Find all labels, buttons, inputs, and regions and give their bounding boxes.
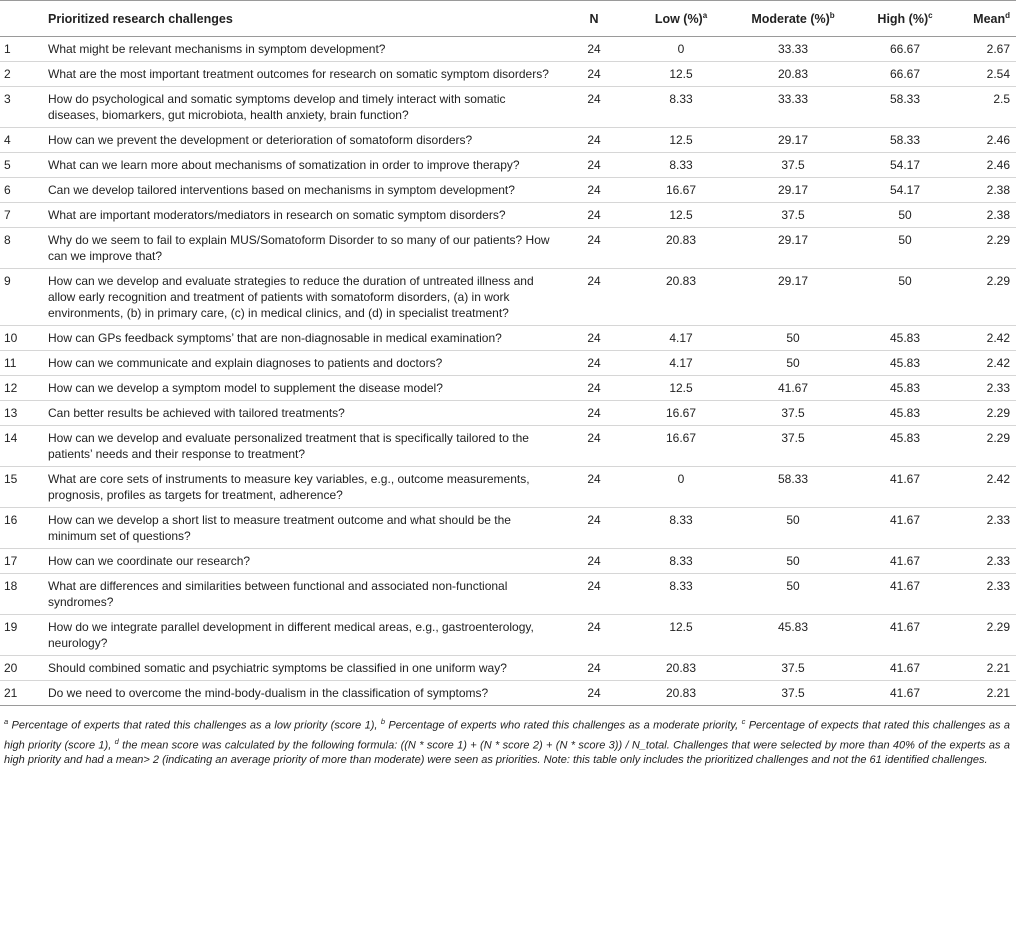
row-high: 41.67 [849,681,961,706]
row-low: 16.67 [625,178,737,203]
row-low: 0 [625,37,737,62]
header-n: N [563,1,625,37]
row-index: 17 [0,549,48,574]
row-n: 24 [563,467,625,508]
row-n: 24 [563,549,625,574]
row-n: 24 [563,656,625,681]
row-mean: 2.33 [961,508,1016,549]
row-index: 2 [0,62,48,87]
row-high: 50 [849,203,961,228]
row-mean: 2.21 [961,656,1016,681]
row-n: 24 [563,376,625,401]
row-high: 41.67 [849,574,961,615]
row-n: 24 [563,203,625,228]
row-n: 24 [563,351,625,376]
row-index: 12 [0,376,48,401]
row-index: 1 [0,37,48,62]
row-low: 20.83 [625,656,737,681]
row-n: 24 [563,87,625,128]
row-index: 18 [0,574,48,615]
row-moderate: 58.33 [737,467,849,508]
header-challenges: Prioritized research challenges [48,1,563,37]
table-body [0,37,1016,706]
row-mean: 2.33 [961,376,1016,401]
row-high: 45.83 [849,426,961,467]
header-mean [961,1,1016,37]
header-mean-sup: d [1005,10,1010,20]
header-low-sup: a [702,10,708,20]
table-row [0,62,1016,87]
row-index: 8 [0,228,48,269]
row-index: 16 [0,508,48,549]
table-row [0,178,1016,203]
row-low: 12.5 [625,203,737,228]
row-low: 4.17 [625,326,737,351]
row-moderate: 41.67 [737,376,849,401]
header-moderate [737,1,849,37]
row-question: How can we develop and evaluate strategies to reduce the duration of untreated illness and allow early recognition and treatment of patients with somatoform disorders, (a) in work environments, (b) in primary care, (c) in medical clinics, and (d) in specialist treatment? [48,269,563,326]
header-high [849,1,961,37]
row-index: 5 [0,153,48,178]
header-mean-label: Mean [973,12,1006,27]
row-high: 45.83 [849,351,961,376]
row-index: 21 [0,681,48,706]
row-mean: 2.29 [961,401,1016,426]
row-question: What are core sets of instruments to measure key variables, e.g., outcome measurements, prognosis, profiles as targets for treatment, adherence? [48,467,563,508]
footnote-b-text: Percentage of experts who rated this challenges as a moderate priority, [385,719,742,732]
row-low: 12.5 [625,376,737,401]
row-moderate: 37.5 [737,426,849,467]
row-high: 45.83 [849,401,961,426]
header-index [0,1,48,37]
row-n: 24 [563,269,625,326]
row-moderate: 37.5 [737,656,849,681]
row-n: 24 [563,326,625,351]
row-question: How do we integrate parallel development in different medical areas, e.g., gastroenterology, neurology? [48,615,563,656]
header-moderate-sup: b [829,10,835,20]
row-high: 54.17 [849,178,961,203]
row-index: 10 [0,326,48,351]
row-low: 12.5 [625,615,737,656]
row-moderate: 37.5 [737,681,849,706]
row-moderate: 33.33 [737,37,849,62]
row-moderate: 33.33 [737,87,849,128]
row-question: Do we need to overcome the mind-body-dualism in the classification of symptoms? [48,681,563,706]
row-low: 12.5 [625,62,737,87]
row-index: 14 [0,426,48,467]
row-n: 24 [563,615,625,656]
row-mean: 2.46 [961,128,1016,153]
row-mean: 2.29 [961,615,1016,656]
table-row [0,128,1016,153]
table-row [0,401,1016,426]
table-row [0,426,1016,467]
table-row [0,37,1016,62]
row-mean: 2.33 [961,549,1016,574]
row-n: 24 [563,426,625,467]
table-row [0,681,1016,706]
table-row [0,467,1016,508]
row-moderate: 50 [737,574,849,615]
row-mean: 2.54 [961,62,1016,87]
row-n: 24 [563,37,625,62]
row-index: 13 [0,401,48,426]
header-high-sup: c [928,10,933,20]
row-moderate: 50 [737,326,849,351]
table-row [0,376,1016,401]
row-moderate: 50 [737,351,849,376]
row-question: Should combined somatic and psychiatric symptoms be classified in one uniform way? [48,656,563,681]
row-high: 45.83 [849,376,961,401]
row-mean: 2.38 [961,203,1016,228]
row-moderate: 29.17 [737,178,849,203]
row-mean: 2.21 [961,681,1016,706]
row-question: How can we develop a symptom model to supplement the disease model? [48,376,563,401]
row-question: Can we develop tailored interventions based on mechanisms in symptom development? [48,178,563,203]
row-index: 3 [0,87,48,128]
row-n: 24 [563,228,625,269]
table-row [0,228,1016,269]
row-question: How can we prevent the development or deterioration of somatoform disorders? [48,128,563,153]
row-low: 12.5 [625,128,737,153]
table-row [0,656,1016,681]
row-question: How can we develop a short list to measure treatment outcome and what should be the minimum set of questions? [48,508,563,549]
row-high: 41.67 [849,615,961,656]
table-row [0,508,1016,549]
row-high: 58.33 [849,87,961,128]
row-high: 41.67 [849,549,961,574]
table-row [0,351,1016,376]
row-high: 50 [849,269,961,326]
footnote-d-text: the mean score was calculated by the following formula: ((N * score 1) + (N * score 2) + (N * score 3)) / N_total. Challenges that were selected by more than 40% of the experts as a high priority and had a mean> 2 (indicating an average priority of more than moderate) were seen as priorities. Note: this table only includes the prioritized challenges and not the 61 identified challenges. [4,739,1010,767]
row-high: 66.67 [849,37,961,62]
row-mean: 2.46 [961,153,1016,178]
footnote-d-sup: d [114,736,119,746]
row-low: 20.83 [625,269,737,326]
footnote-a-sup: a [4,717,9,726]
row-index: 4 [0,128,48,153]
row-n: 24 [563,574,625,615]
row-index: 19 [0,615,48,656]
row-moderate: 50 [737,549,849,574]
header-low [625,1,737,37]
row-index: 20 [0,656,48,681]
header-high-label: High (%) [877,12,929,27]
table-row [0,574,1016,615]
row-mean: 2.38 [961,178,1016,203]
row-n: 24 [563,128,625,153]
row-n: 24 [563,62,625,87]
row-high: 50 [849,228,961,269]
row-high: 45.83 [849,326,961,351]
footnote-a-text: Percentage of experts that rated this challenges as a low priority (score 1), [8,719,381,732]
row-low: 20.83 [625,228,737,269]
row-index: 11 [0,351,48,376]
row-low: 8.33 [625,574,737,615]
row-question: How can we coordinate our research? [48,549,563,574]
row-moderate: 37.5 [737,203,849,228]
row-low: 16.67 [625,401,737,426]
row-low: 16.67 [625,426,737,467]
row-question: What can we learn more about mechanisms of somatization in order to improve therapy? [48,153,563,178]
row-n: 24 [563,508,625,549]
row-n: 24 [563,153,625,178]
row-high: 66.67 [849,62,961,87]
table-row [0,269,1016,326]
header-moderate-label: Moderate (%) [751,12,830,27]
row-mean: 2.42 [961,467,1016,508]
row-question: What are differences and similarities between functional and associated non-functional syndromes? [48,574,563,615]
row-mean: 2.29 [961,269,1016,326]
row-question: Why do we seem to fail to explain MUS/Somatoform Disorder to so many of our patients? How can we improve that? [48,228,563,269]
row-n: 24 [563,401,625,426]
row-moderate: 29.17 [737,128,849,153]
row-moderate: 45.83 [737,615,849,656]
row-mean: 2.33 [961,574,1016,615]
row-index: 15 [0,467,48,508]
footnote-b-sup: b [380,717,386,726]
row-high: 41.67 [849,467,961,508]
footnote-c-text: Percentage of expects that rated this challenges as a high priority (score 1), [4,719,1010,752]
row-mean: 2.67 [961,37,1016,62]
row-moderate: 29.17 [737,228,849,269]
row-index: 6 [0,178,48,203]
row-question: What are the most important treatment outcomes for research on somatic symptom disorders? [48,62,563,87]
row-mean: 2.29 [961,228,1016,269]
row-low: 8.33 [625,87,737,128]
footnote-c-sup: c [741,717,746,726]
header-row [0,1,1016,37]
row-question: What might be relevant mechanisms in symptom development? [48,37,563,62]
table-row [0,326,1016,351]
row-low: 8.33 [625,508,737,549]
table-row [0,87,1016,128]
row-moderate: 20.83 [737,62,849,87]
table-row [0,549,1016,574]
row-moderate: 50 [737,508,849,549]
row-low: 8.33 [625,153,737,178]
row-low: 8.33 [625,549,737,574]
row-high: 58.33 [849,128,961,153]
row-question: What are important moderators/mediators in research on somatic symptom disorders? [48,203,563,228]
row-index: 9 [0,269,48,326]
row-low: 20.83 [625,681,737,706]
row-low: 4.17 [625,351,737,376]
header-low-label: Low (%) [654,12,703,27]
row-index: 7 [0,203,48,228]
table-row [0,615,1016,656]
table-footnote [0,706,1012,768]
row-n: 24 [563,681,625,706]
row-n: 24 [563,178,625,203]
row-mean: 2.5 [961,87,1016,128]
row-high: 41.67 [849,656,961,681]
row-question: How can we communicate and explain diagnoses to patients and doctors? [48,351,563,376]
row-mean: 2.29 [961,426,1016,467]
row-mean: 2.42 [961,326,1016,351]
row-high: 41.67 [849,508,961,549]
row-mean: 2.42 [961,351,1016,376]
row-question: How do psychological and somatic symptoms develop and timely interact with somatic diseases, biomarkers, gut microbiota, health anxiety, brain function? [48,87,563,128]
row-low: 0 [625,467,737,508]
table-row [0,153,1016,178]
row-moderate: 37.5 [737,401,849,426]
table-header [0,1,1016,37]
row-moderate: 37.5 [737,153,849,178]
table-row [0,203,1016,228]
row-question: How can we develop and evaluate personalized treatment that is specifically tailored to the patients’ needs and their response to treatment? [48,426,563,467]
row-high: 54.17 [849,153,961,178]
row-moderate: 29.17 [737,269,849,326]
row-question: Can better results be achieved with tailored treatments? [48,401,563,426]
row-question: How can GPs feedback symptoms’ that are non-diagnosable in medical examination? [48,326,563,351]
